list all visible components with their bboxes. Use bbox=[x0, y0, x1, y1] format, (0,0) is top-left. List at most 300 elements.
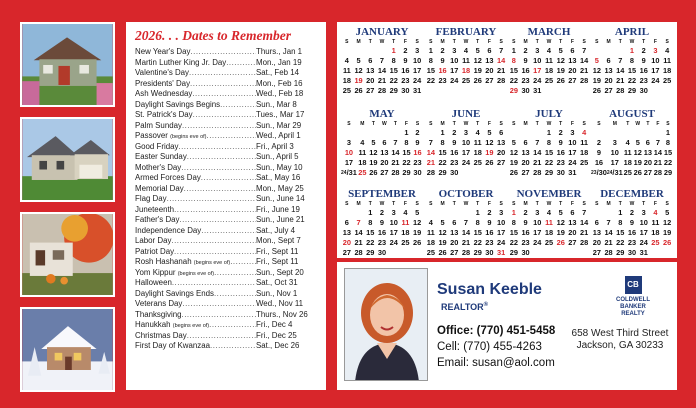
month-day-grid bbox=[341, 201, 423, 258]
holiday-row bbox=[135, 89, 318, 100]
day-cell: 27 bbox=[450, 248, 459, 257]
day-cell: 16 bbox=[521, 228, 530, 237]
day-cell: $^{24}$/31 bbox=[606, 168, 623, 177]
holiday-row bbox=[135, 278, 318, 289]
photo-column bbox=[20, 22, 115, 402]
holiday-name-text: Father's Day bbox=[135, 215, 180, 224]
holiday-name-text: Halloween bbox=[135, 278, 172, 287]
day-cell: 13 bbox=[366, 66, 375, 75]
weekday-letter: T bbox=[618, 201, 622, 207]
day-cell: 1 bbox=[391, 46, 396, 55]
leader-dots bbox=[172, 278, 256, 289]
leader-dots bbox=[214, 268, 256, 279]
holiday-date: Fri., Sept 11 bbox=[256, 246, 299, 256]
day-cell: $^{23}$/30 bbox=[591, 168, 607, 177]
weekday-letter: S bbox=[597, 121, 601, 127]
day-cell: 3 bbox=[641, 208, 646, 217]
holiday-name bbox=[135, 320, 209, 331]
day-cell: 4 bbox=[665, 46, 670, 55]
holiday-row bbox=[135, 131, 318, 142]
weekday-letter: T bbox=[626, 121, 630, 127]
day-cell: 16 bbox=[594, 158, 604, 167]
holiday-name-text: Independence Day bbox=[135, 225, 202, 235]
holiday-name bbox=[135, 152, 187, 163]
month-name: APRIL bbox=[614, 26, 650, 38]
day-cell: 5 bbox=[371, 138, 376, 147]
leader-dots bbox=[187, 152, 256, 163]
holiday-date: Wed., Nov 11 bbox=[256, 299, 304, 308]
day-cell: 28 bbox=[653, 168, 663, 177]
day-cell: 4 bbox=[546, 208, 552, 217]
day-cell: 18 bbox=[401, 228, 410, 237]
day-cell: 2 bbox=[379, 208, 385, 217]
day-cell: 4 bbox=[625, 138, 630, 147]
weekday-letter: F bbox=[487, 39, 491, 45]
address-line2: Jackson, GA 30233 bbox=[576, 340, 664, 351]
day-cell: 27 bbox=[604, 86, 613, 95]
month-day-grid bbox=[508, 201, 590, 258]
weekday-letter: F bbox=[570, 121, 574, 127]
day-cell: 13 bbox=[380, 148, 389, 157]
day-cell: 23 bbox=[627, 238, 637, 247]
holiday-date: Thurs., Nov 26 bbox=[256, 309, 308, 319]
day-cell: 5 bbox=[511, 138, 516, 147]
weekday-letter: M bbox=[612, 121, 617, 127]
day-cell: 26 bbox=[592, 86, 601, 95]
day-cell: 3 bbox=[463, 128, 469, 137]
day-cell: 12 bbox=[556, 56, 565, 65]
weekday-letter: T bbox=[452, 201, 456, 207]
weekday-letter: S bbox=[429, 201, 433, 207]
holiday-note: (begins eve of) bbox=[172, 323, 210, 329]
empty-day bbox=[633, 128, 643, 138]
day-cell: 17 bbox=[497, 228, 506, 237]
weekday-letter: M bbox=[606, 39, 611, 45]
empty-day bbox=[591, 128, 607, 138]
day-cell: 13 bbox=[568, 56, 577, 65]
day-cell: 2 bbox=[403, 46, 408, 55]
day-cell: 13 bbox=[568, 218, 577, 227]
day-cell: 17 bbox=[450, 66, 459, 75]
empty-day bbox=[603, 46, 615, 56]
day-cell: 20 bbox=[643, 158, 652, 167]
empty-day bbox=[390, 128, 401, 138]
day-cell: 8 bbox=[368, 218, 373, 227]
day-cell: 17 bbox=[533, 66, 542, 75]
day-cell: 1 bbox=[511, 46, 516, 55]
day-cell: 22 bbox=[366, 238, 375, 247]
weekday-letter: F bbox=[404, 121, 408, 127]
day-cell: 6 bbox=[487, 46, 492, 55]
day-cell: 26 bbox=[473, 76, 482, 85]
day-cell: 18 bbox=[651, 228, 660, 237]
month-february bbox=[425, 26, 507, 86]
holiday-date: Fri., June 19 bbox=[256, 204, 300, 214]
day-cell: 15 bbox=[509, 66, 518, 75]
holiday-row bbox=[135, 184, 318, 195]
holiday-name-text: Christmas Day bbox=[135, 330, 187, 340]
holiday-row bbox=[135, 100, 318, 111]
day-cell: 3 bbox=[499, 208, 504, 217]
leader-dots bbox=[209, 320, 256, 331]
day-cell: 17 bbox=[639, 228, 648, 237]
holiday-row bbox=[135, 58, 318, 69]
weekday-letter: T bbox=[476, 39, 480, 45]
office-phone[interactable]: (770) 451-5458 bbox=[476, 325, 556, 337]
day-cell: 18 bbox=[663, 66, 672, 75]
holiday-row bbox=[135, 226, 318, 237]
day-cell: 19 bbox=[413, 228, 422, 237]
day-cell: 4 bbox=[463, 46, 469, 55]
house-photo-craftsman bbox=[20, 22, 115, 107]
day-cell: 25 bbox=[358, 168, 367, 177]
day-cell: 18 bbox=[580, 148, 589, 157]
day-cell: 20 bbox=[604, 76, 613, 85]
month-name: FEBRUARY bbox=[435, 26, 497, 38]
dates-to-remember-panel bbox=[126, 22, 326, 390]
leader-dots bbox=[207, 131, 257, 142]
day-cell: 21 bbox=[533, 158, 542, 167]
weekday-letter: S bbox=[666, 121, 670, 127]
brand-name-line1: COLDWELL BANKER bbox=[616, 297, 650, 310]
day-cell: 1 bbox=[618, 208, 623, 217]
holiday-note: (begins eve of) bbox=[177, 270, 215, 277]
holiday-date: Tues., Mar 17 bbox=[256, 110, 305, 119]
day-cell: 16 bbox=[639, 66, 648, 75]
empty-day bbox=[460, 208, 472, 218]
day-cell: 26 bbox=[369, 168, 378, 177]
day-cell: 1 bbox=[404, 128, 409, 137]
holiday-row bbox=[135, 320, 318, 331]
day-cell: 6 bbox=[368, 56, 373, 65]
day-cell: 10 bbox=[651, 56, 660, 65]
month-name: DECEMBER bbox=[600, 188, 664, 200]
day-cell: 25 bbox=[580, 158, 589, 167]
house-image bbox=[22, 119, 113, 200]
leader-dots bbox=[201, 226, 256, 237]
weekday-letter: T bbox=[368, 39, 372, 45]
day-cell: 20 bbox=[450, 238, 459, 247]
day-cell: 1 bbox=[629, 46, 635, 55]
day-cell: 22 bbox=[627, 76, 637, 85]
address-line1: 658 West Third Street bbox=[571, 328, 669, 339]
day-cell: 17 bbox=[461, 148, 471, 157]
day-cell: 23 bbox=[639, 76, 648, 85]
day-cell: 16 bbox=[401, 66, 410, 75]
day-cell: 20 bbox=[342, 238, 351, 247]
day-cell: 16 bbox=[450, 148, 459, 157]
weekday-letter: S bbox=[429, 39, 433, 45]
day-cell: 10 bbox=[639, 218, 648, 227]
month-march bbox=[508, 26, 590, 96]
day-cell: 14 bbox=[377, 66, 387, 75]
empty-day bbox=[353, 208, 365, 218]
holiday-name bbox=[135, 331, 187, 342]
holiday-name-text: Valentine's Day bbox=[135, 68, 189, 77]
day-cell: 4 bbox=[403, 208, 408, 217]
day-cell: 29 bbox=[509, 86, 518, 95]
day-cell: 10 bbox=[450, 56, 459, 65]
day-cell: 18 bbox=[544, 66, 554, 75]
holiday-name bbox=[135, 341, 210, 352]
day-cell: 10 bbox=[533, 56, 542, 65]
day-cell: 28 bbox=[391, 168, 400, 177]
day-cell: 26 bbox=[556, 238, 565, 247]
day-cell: 23 bbox=[450, 158, 459, 167]
holiday-name bbox=[135, 289, 214, 300]
brand-logo-mark: CB bbox=[625, 276, 642, 294]
holiday-date: Sat., Feb 14 bbox=[256, 68, 299, 77]
day-cell: 16 bbox=[377, 228, 387, 237]
weekday-letter: M bbox=[360, 121, 365, 127]
weekday-letter: T bbox=[559, 121, 563, 127]
day-cell: 23 bbox=[556, 158, 565, 167]
empty-day bbox=[437, 208, 449, 218]
day-cell: 20 bbox=[497, 148, 506, 157]
day-cell: 17 bbox=[651, 66, 660, 75]
day-cell: 9 bbox=[641, 56, 646, 65]
day-cell: 7 bbox=[428, 138, 433, 147]
day-cell: 12 bbox=[663, 218, 672, 227]
day-cell: 2 bbox=[452, 128, 457, 137]
day-cell: 29 bbox=[389, 86, 398, 95]
day-cell: 6 bbox=[594, 218, 599, 227]
day-cell: 11 bbox=[545, 218, 553, 227]
weekday-letter: S bbox=[512, 121, 516, 127]
holiday-name-text: Yom Kippur bbox=[135, 267, 176, 277]
holiday-name bbox=[135, 131, 207, 142]
month-august bbox=[591, 108, 673, 178]
day-cell: 8 bbox=[428, 56, 433, 65]
weekday-letter: T bbox=[559, 39, 563, 45]
day-cell: 24 bbox=[497, 238, 506, 247]
day-cell: 19 bbox=[556, 228, 565, 237]
month-day-grid bbox=[425, 121, 507, 178]
day-cell: 24 bbox=[639, 238, 648, 247]
day-cell: 29 bbox=[438, 168, 447, 177]
day-cell: 4 bbox=[360, 138, 365, 147]
day-cell: 23 bbox=[377, 238, 387, 247]
day-cell: 27 bbox=[568, 238, 577, 247]
day-cell: 30 bbox=[521, 86, 530, 95]
day-cell: 8 bbox=[511, 218, 516, 227]
weekday-letter: M bbox=[440, 201, 445, 207]
day-cell: 12 bbox=[556, 218, 565, 227]
day-cell: 9 bbox=[487, 218, 492, 227]
day-cell: 15 bbox=[663, 148, 673, 157]
day-cell: 20 bbox=[485, 66, 494, 75]
email-address[interactable]: susan@aol.com bbox=[472, 357, 555, 369]
day-cell: 12 bbox=[509, 148, 518, 157]
day-cell: 28 bbox=[461, 248, 471, 257]
day-cell: 29 bbox=[663, 168, 673, 177]
empty-day bbox=[341, 128, 357, 138]
month-day-grid bbox=[591, 201, 673, 258]
leader-dots bbox=[193, 110, 256, 121]
day-cell: 11 bbox=[358, 148, 367, 157]
day-cell: 22 bbox=[426, 76, 435, 85]
day-cell: 2 bbox=[596, 138, 601, 147]
day-cell: 4 bbox=[653, 208, 658, 217]
holiday-date: Fri., Sept 11 bbox=[256, 257, 299, 266]
holiday-date: Fri., Dec 4 bbox=[256, 320, 293, 329]
weekday-letter: M bbox=[606, 201, 611, 207]
day-cell: 13 bbox=[643, 148, 652, 157]
holiday-date: Sun., June 14 bbox=[256, 194, 305, 203]
day-cell: 25 bbox=[426, 248, 435, 257]
day-cell: 16 bbox=[413, 148, 422, 157]
day-cell: 22 bbox=[509, 238, 518, 247]
day-cell: 5 bbox=[594, 56, 599, 65]
day-cell: 26 bbox=[509, 168, 518, 177]
day-cell: 27 bbox=[521, 168, 530, 177]
day-cell: 28 bbox=[580, 76, 589, 85]
weekday-letter: W bbox=[463, 121, 469, 127]
day-cell: 26 bbox=[485, 158, 494, 167]
day-cell: 28 bbox=[426, 168, 435, 177]
day-cell: 30 bbox=[521, 248, 530, 257]
weekday-letter: F bbox=[487, 121, 491, 127]
empty-day bbox=[357, 128, 368, 138]
weekday-letter: F bbox=[570, 201, 574, 207]
day-cell: 22 bbox=[544, 158, 554, 167]
day-cell: 11 bbox=[426, 228, 435, 237]
day-cell: 8 bbox=[440, 138, 445, 147]
empty-day bbox=[653, 128, 663, 138]
month-january bbox=[341, 26, 423, 96]
weekday-letter: T bbox=[371, 121, 375, 127]
holiday-row bbox=[135, 236, 318, 247]
holiday-name-text: Presidents' Day bbox=[135, 78, 191, 88]
day-cell: 15 bbox=[389, 66, 398, 75]
day-cell: 30 bbox=[639, 86, 648, 95]
day-cell: 1 bbox=[665, 128, 671, 137]
holiday-name bbox=[135, 184, 184, 195]
agent-title-text: REALTOR bbox=[441, 302, 484, 312]
weekday-letter: S bbox=[665, 39, 669, 45]
day-cell: 12 bbox=[633, 148, 642, 157]
day-cell: 19 bbox=[438, 238, 447, 247]
weekday-letter: S bbox=[415, 121, 420, 127]
day-cell: 10 bbox=[461, 138, 471, 147]
day-cell: 24 bbox=[413, 76, 422, 85]
empty-day bbox=[376, 46, 388, 56]
empty-day bbox=[603, 208, 615, 218]
holiday-row bbox=[135, 68, 318, 79]
day-cell: 3 bbox=[346, 138, 351, 147]
weekday-letter: S bbox=[595, 201, 599, 207]
day-cell: 23 bbox=[438, 76, 447, 85]
day-cell: 7 bbox=[499, 46, 504, 55]
day-cell: 22 bbox=[438, 158, 447, 167]
holiday-name-text: Armed Forces Day bbox=[135, 173, 201, 182]
weekday-letter: W bbox=[382, 121, 387, 127]
month-name: MARCH bbox=[527, 26, 571, 38]
day-cell: 12 bbox=[413, 218, 422, 227]
day-cell: 9 bbox=[379, 218, 385, 227]
leader-dots bbox=[174, 205, 256, 216]
holiday-name-text: Daylight Savings Begins bbox=[135, 99, 221, 109]
day-cell: 7 bbox=[606, 218, 611, 227]
day-cell: 29 bbox=[509, 248, 518, 257]
weekday-letter: F bbox=[403, 201, 407, 207]
empty-day bbox=[425, 208, 437, 218]
leader-dots bbox=[226, 58, 256, 69]
holiday-row bbox=[135, 268, 318, 279]
day-cell: 17 bbox=[389, 228, 398, 237]
holiday-row bbox=[135, 47, 318, 58]
day-cell: 19 bbox=[473, 66, 482, 75]
day-cell: 25 bbox=[401, 238, 410, 247]
holiday-date: Sun., April 5 bbox=[256, 152, 299, 161]
weekday-letter: F bbox=[656, 121, 660, 127]
day-cell: 9 bbox=[415, 138, 420, 147]
day-cell: 1 bbox=[475, 208, 480, 217]
day-cell: 30 bbox=[485, 248, 494, 257]
day-cell: 29 bbox=[616, 248, 625, 257]
weekday-letter: W bbox=[546, 201, 552, 207]
leader-dots bbox=[230, 257, 256, 268]
day-cell: 25 bbox=[342, 86, 351, 95]
day-cell: 22 bbox=[616, 238, 625, 247]
month-name: SEPTEMBER bbox=[348, 188, 416, 200]
empty-day bbox=[341, 208, 353, 218]
day-cell: 3 bbox=[391, 208, 396, 217]
day-cell: 5 bbox=[440, 218, 445, 227]
leader-dots bbox=[181, 163, 256, 174]
holiday-name-text: Ash Wednesday bbox=[135, 89, 193, 98]
day-cell: 25 bbox=[544, 238, 554, 247]
day-cell: 15 bbox=[509, 228, 518, 237]
day-cell: 14 bbox=[354, 228, 363, 237]
day-cell: 25 bbox=[663, 76, 672, 85]
holiday-name bbox=[135, 268, 214, 279]
day-cell: 30 bbox=[377, 248, 387, 257]
day-cell: 11 bbox=[401, 218, 410, 227]
day-cell: 18 bbox=[342, 76, 351, 85]
house-image bbox=[22, 214, 113, 295]
day-cell: 4 bbox=[546, 46, 552, 55]
weekday-letter: W bbox=[629, 39, 635, 45]
empty-day bbox=[591, 208, 603, 218]
day-cell: 29 bbox=[544, 168, 554, 177]
day-cell: 1 bbox=[511, 208, 516, 217]
empty-day bbox=[531, 128, 543, 138]
day-cell: 30 bbox=[401, 86, 410, 95]
day-cell: 18 bbox=[623, 158, 632, 167]
holiday-name-text: Labor Day bbox=[135, 236, 172, 245]
holiday-note: (begins eve of) bbox=[193, 260, 231, 266]
day-cell: 24 bbox=[533, 238, 542, 247]
cell-phone[interactable]: (770) 455-4263 bbox=[463, 341, 542, 353]
holiday-name-text: Palm Sunday bbox=[135, 120, 182, 130]
day-cell: 23 bbox=[521, 76, 530, 85]
day-cell: 13 bbox=[604, 66, 613, 75]
day-cell: 3 bbox=[535, 208, 540, 217]
empty-day bbox=[364, 46, 376, 56]
email-line bbox=[437, 355, 555, 371]
holiday-name-text: Thanksgiving bbox=[135, 309, 182, 319]
day-cell: 2 bbox=[440, 46, 445, 55]
holiday-row bbox=[135, 289, 318, 300]
year-calendar bbox=[337, 22, 677, 258]
weekday-letter: T bbox=[368, 201, 372, 207]
day-cell: 1 bbox=[440, 128, 445, 137]
day-cell: 18 bbox=[358, 158, 367, 167]
holiday-name bbox=[135, 226, 201, 237]
day-cell: 7 bbox=[379, 56, 385, 65]
day-cell: 16 bbox=[556, 148, 565, 157]
